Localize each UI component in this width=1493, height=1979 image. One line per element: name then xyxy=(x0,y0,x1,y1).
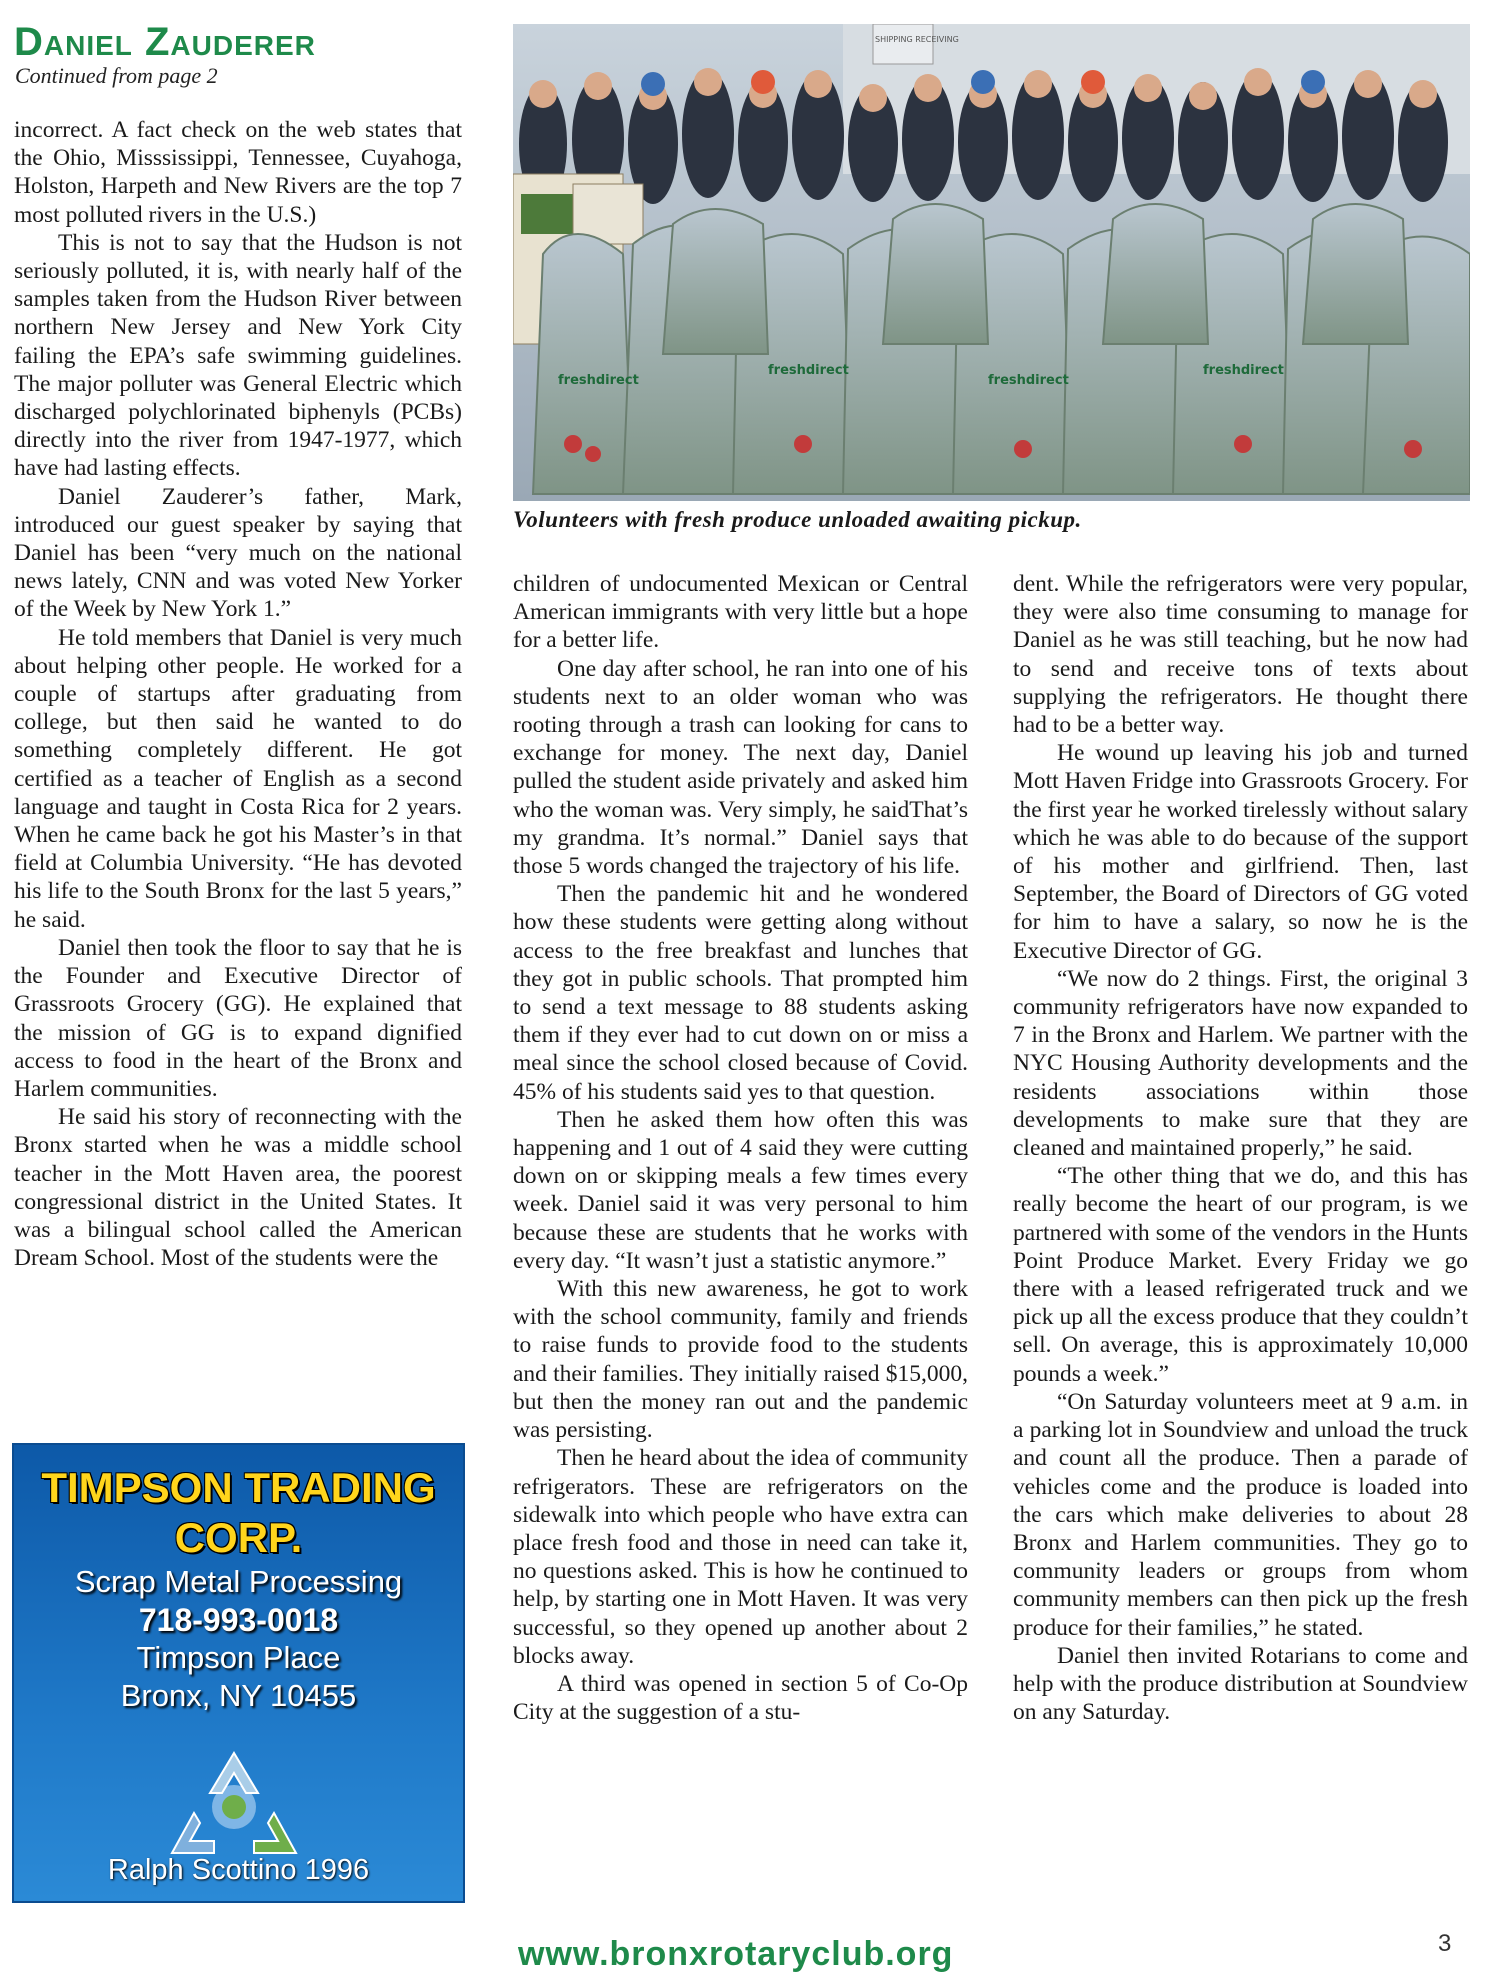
volunteers-photo xyxy=(513,24,1470,501)
paragraph: “We now do 2 things. First, the original 3 community refrigerators have now expanded to 7 in the Bronx and Harlem. We partner with the NYC Housing Authority developments and the residents associations within those developments to make sure that they are cleaned and maintained properly,” he said. xyxy=(1013,965,1468,1162)
paragraph: Daniel then took the floor to say that he is the Founder and Executive Director of Grassroots Grocery (GG). He explained that the mission of GG is to expand dignified access to food in the heart of the Bronx and Harlem communities. xyxy=(14,934,462,1102)
paragraph: A third was opened in section 5 of Co-Op City at the suggestion of a stu- xyxy=(513,1670,968,1726)
ad-company-line-1: TIMPSON TRADING xyxy=(41,1464,436,1511)
ad-company-name xyxy=(14,1463,463,1563)
paragraph: Daniel Zauderer’s father, Mark, introduced our guest speaker by saying that Daniel has been “very much on the national news lately, CNN and was voted New Yorker of the Week by New York 1.” xyxy=(14,483,462,623)
recycle-icon xyxy=(154,1745,314,1865)
ad-city: Bronx, NY 10455 xyxy=(120,1678,357,1713)
ad-company-line-2: CORP. xyxy=(174,1514,303,1561)
ad-service: Scrap Metal Processing xyxy=(74,1564,403,1599)
paragraph: Then the pandemic hit and he wondered how these students were getting along without access to the free breakfast and lunches that they got in public schools. That prompted him to send a text message to 88 students asking them if they ever had to cut down on or miss a meal since the school closed because of Covid. 45% of his students said yes to that question. xyxy=(513,881,968,1105)
paragraph: With this new awareness, he got to work with the school community, family and friends to raise funds to provide food to the students and their families. They initially raised $15,000, but then the money ran out and the pandemic was persisting. xyxy=(513,1276,968,1444)
paragraph: Then he heard about the idea of community refrigerators. These are refrigerators on the sidewalk into which people who have extra can place fresh food and those in need can take it, no questions asked. This is how he continued to help, by starting one in Mott Haven. It was very successful, so they opened up another about 2 blocks away. xyxy=(513,1445,968,1669)
paragraph: dent. While the refrigerators were very popular, they were also time consuming to manage for Daniel as he was still teaching, but he now had to send and receive tons of texts about supplying the refrigerators. He thought there had to be a better way. xyxy=(1013,571,1468,739)
paragraph: He told members that Daniel is very much about helping other people. He worked for a couple of startups after graduating from college, but then said he wanted to do something completely different. He got certified as a teacher of English as a second language and taught in Costa Rica for 2 years. When he came back he got his Master’s in that field at Columbia University. “He has devoted his life to the South Bronx for the last 5 years,” he said. xyxy=(14,624,462,933)
paragraph: “The other thing that we do, and this has really become the heart of our program, is we partnered with some of the vendors in the Hunts Point Produce Market. Every Friday we go there with a leased refrigerated truck and we pick up all the excess produce that they couldn’t sell. On average, this is approximately 10,000 pounds a week.” xyxy=(1013,1163,1468,1387)
paragraph: “On Saturday volunteers meet at 9 a.m. in a parking lot in Soundview and unload the truck and count all the produce. Then a parade of vehicles come and the produce is loaded into the cars which make deliveries to about 28 Bronx and Harlem communities. They go to community leaders or groups from whom community members can then pick up the fresh produce for their families,” he stated. xyxy=(1013,1388,1468,1641)
continued-note: Continued from page 2 xyxy=(15,63,218,88)
bag-label: freshdirect xyxy=(558,373,639,388)
page-number: 3 xyxy=(1438,1930,1452,1957)
paragraph: Then he asked them how often this was happening and 1 out of 4 said they were cutting down on or skipping meals a few times every week. Daniel said it was very personal to him because these are students that he works with every day. “It wasn’t just a statistic anymore.” xyxy=(513,1106,968,1274)
bag-label: freshdirect xyxy=(1203,363,1284,378)
ad-street: Timpson Place xyxy=(136,1640,341,1675)
paragraph: Daniel then invited Rotarians to come and help with the produce distribution at Soundview on any Saturday. xyxy=(1013,1642,1468,1726)
paragraph: children of undocumented Mexican or Central American immigrants with very little but a hope for a better life. xyxy=(513,571,968,654)
photo-caption: Volunteers with fresh produce unloaded awaiting pickup. xyxy=(513,507,1082,532)
article-column-3 xyxy=(1013,570,1468,1726)
ad-footer: Ralph Scottino 1996 xyxy=(107,1854,370,1886)
ad-phone: 718-993-0018 xyxy=(138,1602,339,1638)
warehouse-sign: SHIPPING RECEIVING xyxy=(875,35,959,44)
article-headline: Daniel Zauderer xyxy=(14,20,316,64)
bag-label: freshdirect xyxy=(988,373,1069,388)
article-column-1 xyxy=(14,116,462,1272)
bag-label: freshdirect xyxy=(768,363,849,378)
paragraph: This is not to say that the Hudson is not seriously polluted, it is, with nearly half of the samples taken from the Hudson River between northern New Jersey and New York City failing the EPA’s safe swimming guidelines. The major polluter was General Electric which discharged polychlorinated biphenyls (PCBs) directly into the river from 1947-1977, which have had lasting effects. xyxy=(14,229,462,482)
paragraph: One day after school, he ran into one of his students next to an older woman who was rooting through a trash can looking for cans to exchange for money. The next day, Daniel pulled the student aside privately and asked him who the woman was. Very simply, he saidThat’s my grandma. It’s normal.” Daniel says that those 5 words changed the trajectory of his life. xyxy=(513,655,968,880)
volunteers-photo-illustration xyxy=(513,24,1470,501)
paragraph: He said his story of reconnecting with the Bronx started when he was a middle school teacher in the Mott Haven area, the poorest congressional district in the United States. It was a bilingual school called the American Dream School. Most of the students were the xyxy=(14,1104,462,1272)
paragraph: He wound up leaving his job and turned Mott Haven Fridge into Grassroots Grocery. For the first year he worked tirelessly without salary which he was able to do because of the support of his mother and girlfriend. Then, last September, the Board of Directors of GG voted for him to have a salary, so now he is the Executive Director of GG. xyxy=(1013,740,1468,964)
article-column-2 xyxy=(513,570,968,1726)
website-link[interactable]: www.bronxrotaryclub.org xyxy=(518,1935,954,1973)
advertisement-timpson-trading xyxy=(12,1443,465,1903)
paragraph: incorrect. A fact check on the web states that the Ohio, Misssissippi, Tennessee, Cuyahoga, Holston, Harpeth and New Rivers are the top 7 most polluted rivers in the U.S.) xyxy=(14,117,462,228)
